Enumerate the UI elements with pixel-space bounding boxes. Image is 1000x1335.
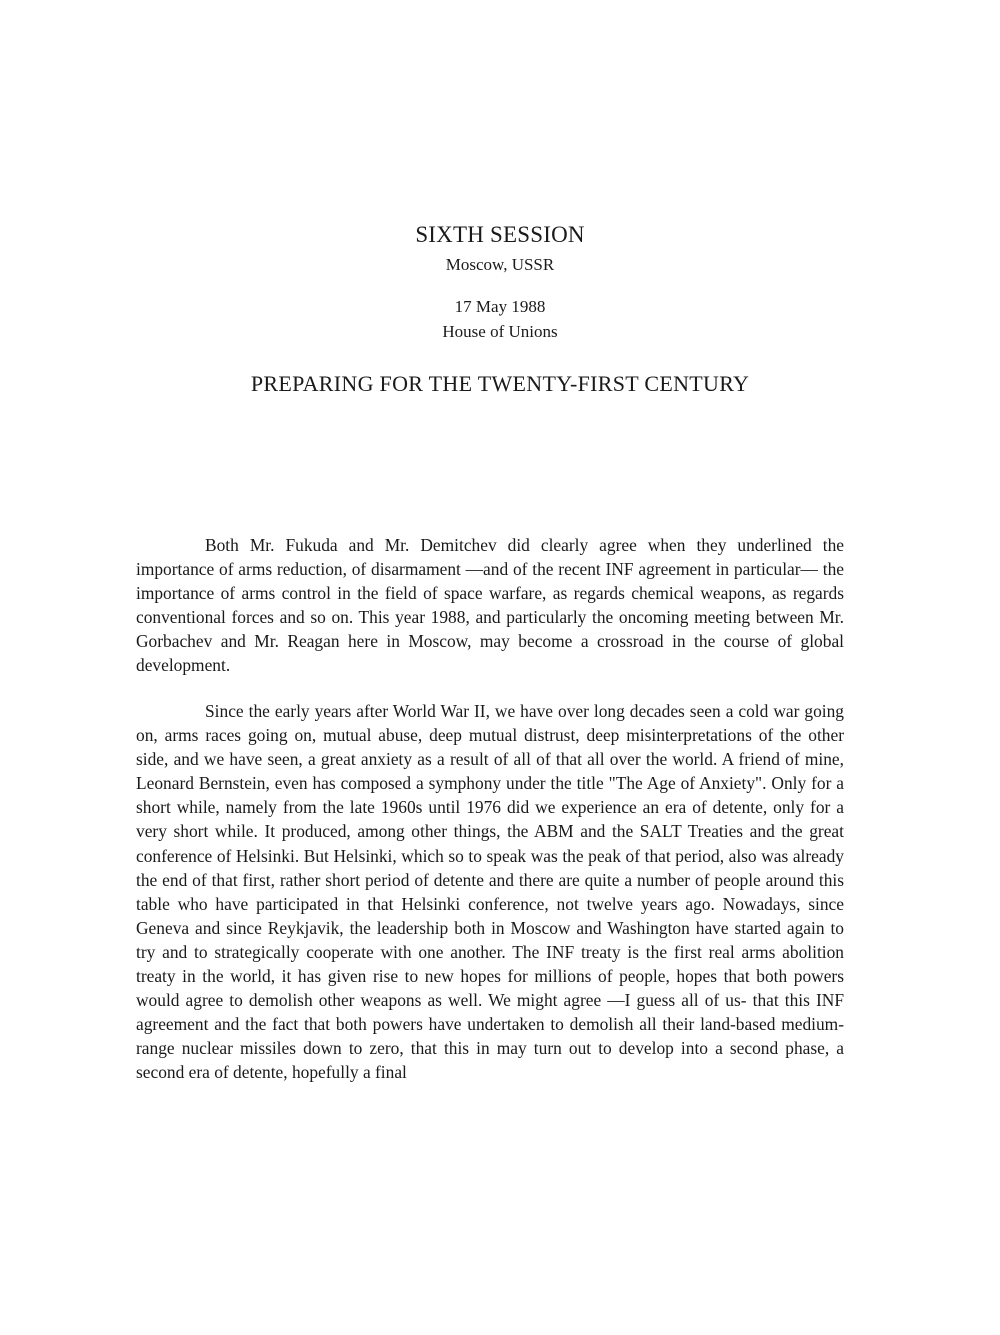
body-paragraph-2: Since the early years after World War II, we have over long decades seen a cold war going on, arms races going on, mutual abuse, deep mutual distrust, deep misinterpretations of the other side, and we have seen, a great anxiety as a result of all of that all over the world. A friend of mine, Leonard Bernstein, even has composed a symphony under the title "The Age of Anxiety". Only for a short while, namely from the late 1960s until 1976 did we experience an era of detente, only for a very short while. It produced, among other things, the ABM and the SALT Treaties and the great conference of Helsinki. But Helsinki, which so to speak was the peak of that period, also was already the end of that first, rather short period of detente and there are quite a number of people around this table who have participated in that Helsinki conference, not twelve years ago. Nowadays, since Geneva and since Reykjavik, the leadership both in Moscow and Washington have started again to try and to strategically cooperate with one another. The INF treaty is the first real arms abolition treaty in the world, it has given rise to new hopes for millions of people, hopes that both powers would agree to demolish other weapons as well. We might agree —I guess all of us- that this INF agreement and the fact that both powers have undertaken to demolish all their land-based medium-range nuclear missiles down to zero, that this in may turn out to develop into a second phase, a second era of detente, hopefully a final <box>136 701 844 1083</box>
session-venue: House of Unions <box>442 322 558 341</box>
session-place: Moscow, USSR <box>445 255 555 274</box>
main-title: PREPARING FOR THE TWENTY-FIRST CENTURY <box>250 371 750 396</box>
session-date: 17 May 1988 <box>454 297 546 316</box>
session-title: SIXTH SESSION <box>415 222 585 247</box>
body-paragraph-1: Both Mr. Fukuda and Mr. Demitchev did clearly agree when they underlined the importance of arms reduction, of disarmament —and of the recent INF agreement in particular— the importance of arms control in the field of space warfare, as regards chemical weapons, as regards conventional forces and so on. This year 1988, and particularly the oncoming meeting between Mr. Gorbachev and Mr. Reagan here in Moscow, may become a crossroad in the course of global development. <box>136 535 844 676</box>
